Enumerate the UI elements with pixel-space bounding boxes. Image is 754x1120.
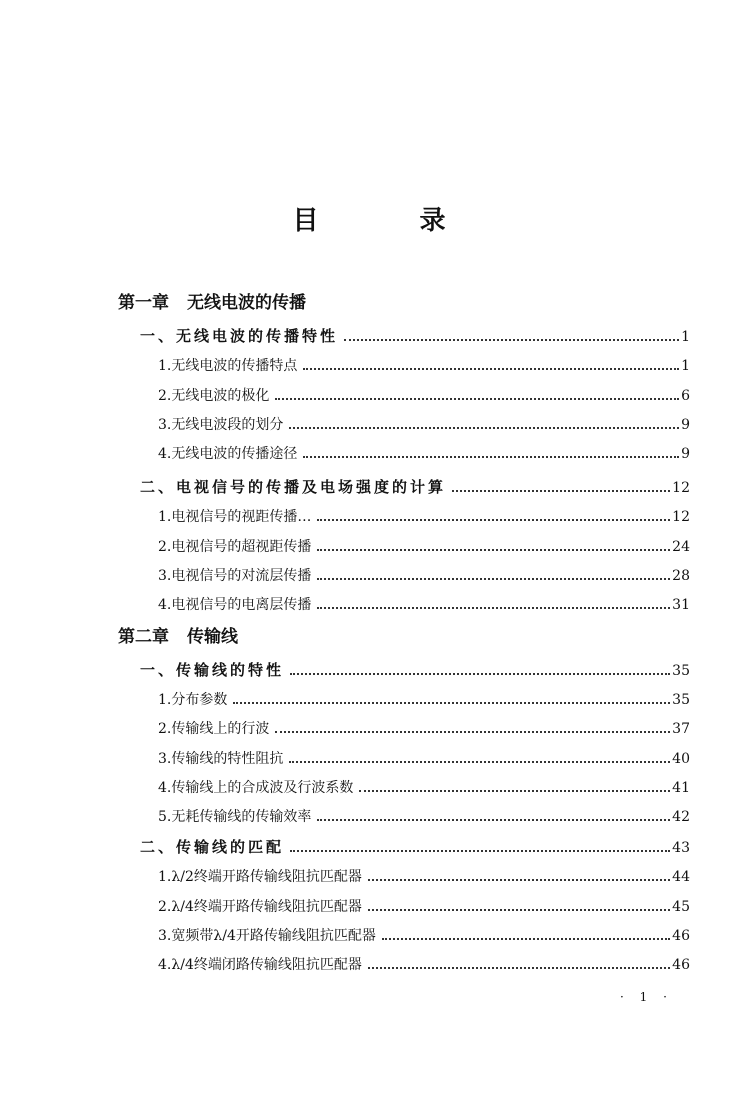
toc-page-number: 12: [672, 480, 690, 496]
toc-item[interactable]: [158, 414, 690, 434]
dot-leader: [368, 967, 670, 969]
toc-item[interactable]: [158, 925, 690, 945]
toc-item[interactable]: [158, 594, 690, 614]
toc-section[interactable]: [140, 476, 690, 497]
toc-page-number: 45: [672, 899, 690, 915]
dot-leader: [382, 938, 670, 940]
page-folio: · 1 ·: [620, 990, 673, 1004]
toc-item-label: 4.λ/4终端闭路传输线阻抗匹配器: [158, 957, 362, 973]
toc-item[interactable]: [158, 443, 690, 463]
toc-page-number: 46: [672, 928, 690, 944]
toc-item-label: 1.电视信号的视距传播…: [158, 509, 312, 525]
toc-item-label: 3.宽频带λ/4开路传输线阻抗匹配器: [158, 928, 376, 944]
toc-page-number: 9: [681, 446, 690, 462]
toc-item[interactable]: [158, 718, 690, 738]
toc-item[interactable]: [158, 506, 690, 526]
toc-page-number: 46: [672, 957, 690, 973]
dot-leader: [317, 549, 670, 551]
dot-leader: [317, 578, 670, 580]
toc-item-label: 2.无线电波的极化: [158, 388, 270, 404]
chapter-heading: [118, 622, 238, 647]
toc-page-number: 1: [681, 329, 690, 345]
toc-section[interactable]: [140, 836, 690, 857]
dot-leader: [368, 879, 670, 881]
toc-item[interactable]: [158, 536, 690, 556]
toc-page-number: 37: [672, 721, 690, 737]
toc-item-label: 1.分布参数: [158, 692, 228, 708]
toc-item-label: 3.传输线的特性阻抗: [158, 751, 284, 767]
toc-section-label: 一、无线电波的传播特性: [140, 327, 339, 345]
toc-item-label: 3.电视信号的对流层传播: [158, 568, 312, 584]
chapter-number: 第一章: [118, 293, 169, 313]
toc-item-label: 5.无耗传输线的传输效率: [158, 809, 312, 825]
toc-item-label: 2.λ/4终端开路传输线阻抗匹配器: [158, 899, 362, 915]
toc-page-number: 12: [672, 509, 690, 525]
toc-page-number: 44: [672, 869, 690, 885]
dot-leader: [317, 819, 670, 821]
toc-page-number: 43: [672, 840, 690, 856]
toc-page-number: 24: [672, 539, 690, 555]
toc-page-number: 35: [672, 692, 690, 708]
toc-page-number: 6: [681, 388, 690, 404]
toc-item[interactable]: [158, 896, 690, 916]
toc-item-label: 1.无线电波的传播特点: [158, 358, 298, 374]
dot-leader: [289, 427, 679, 429]
toc-item-label: 1.λ/2终端开路传输线阻抗匹配器: [158, 869, 362, 885]
toc-item[interactable]: [158, 954, 690, 974]
dot-leader: [344, 339, 679, 341]
page-title: 目 录: [292, 206, 492, 236]
toc-item[interactable]: [158, 777, 690, 797]
toc-item[interactable]: [158, 565, 690, 585]
toc-item[interactable]: [158, 355, 690, 375]
toc-item[interactable]: [158, 385, 690, 405]
toc-item-label: 2.传输线上的行波: [158, 721, 270, 737]
chapter-name: 传输线: [187, 627, 238, 647]
dot-leader: [233, 702, 670, 704]
toc-item[interactable]: [158, 689, 690, 709]
toc-item[interactable]: [158, 806, 690, 826]
toc-section-label: 二、电视信号的传播及电场强度的计算: [140, 478, 447, 496]
dot-leader: [303, 456, 679, 458]
toc-page-number: 40: [672, 751, 690, 767]
dot-leader: [275, 731, 670, 733]
dot-leader: [290, 850, 670, 852]
dot-leader: [359, 790, 670, 792]
toc-item-label: 3.无线电波段的划分: [158, 417, 284, 433]
toc-page-number: 31: [672, 597, 690, 613]
dot-leader: [368, 909, 670, 911]
dot-leader: [303, 368, 679, 370]
toc-item-label: 2.电视信号的超视距传播: [158, 539, 312, 555]
dot-leader: [275, 398, 679, 400]
toc-page-number: 41: [672, 780, 690, 796]
toc-section-label: 一、传输线的特性: [140, 661, 285, 679]
dot-leader: [452, 490, 670, 492]
toc-item[interactable]: [158, 748, 690, 768]
dot-leader: [317, 519, 670, 521]
chapter-heading: [118, 288, 306, 313]
toc-page-number: 1: [681, 358, 690, 374]
toc-page-number: 9: [681, 417, 690, 433]
toc-page-number: 35: [672, 663, 690, 679]
toc-item[interactable]: [158, 866, 690, 886]
toc-page-number: 42: [672, 809, 690, 825]
dot-leader: [317, 607, 670, 609]
toc-item-label: 4.电视信号的电离层传播: [158, 597, 312, 613]
toc-section[interactable]: [140, 659, 690, 680]
toc-section-label: 二、传输线的匹配: [140, 838, 285, 856]
toc-item-label: 4.传输线上的合成波及行波系数: [158, 780, 354, 796]
dot-leader: [290, 673, 670, 675]
chapter-name: 无线电波的传播: [187, 293, 306, 313]
toc-item-label: 4.无线电波的传播途径: [158, 446, 298, 462]
toc-page-number: 28: [672, 568, 690, 584]
toc-section[interactable]: [140, 325, 690, 346]
dot-leader: [289, 761, 670, 763]
chapter-number: 第二章: [118, 627, 169, 647]
